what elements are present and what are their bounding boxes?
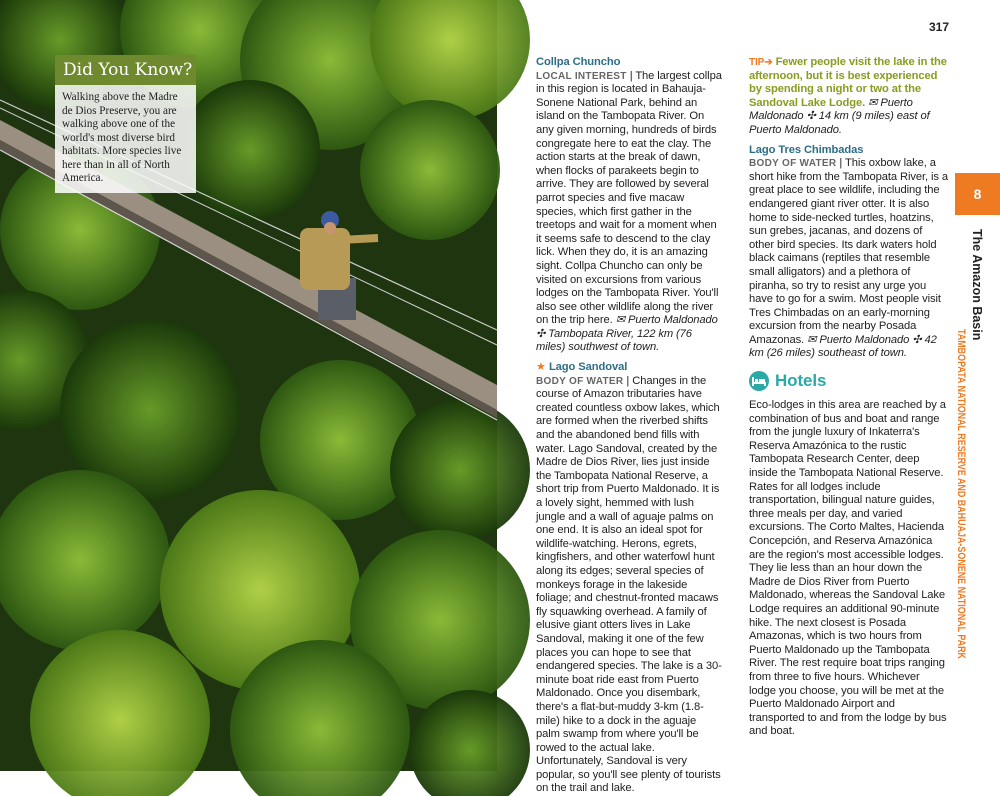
column-right: TIP➔ Fewer people visit the lake in the afternoon, but it is best experienced by spending a night or two at the Sandoval Lake Lodge. ✉ Puerto Maldonado ✣ 14 km (9 miles) east of Puerto Maldonado. Lago Tres Chimbadas BODY OF WATER | This oxbow lake, a short hike from the Tambopata River, is a great place to see wildlife, including the endangered giant river otter. It is also home to side-necked turtles, hoatzins, sun grebes, jacanas, and dozens of other bird species. Its dark waters hold black caimans (reptiles that resemble small alligators) and a plethora of piranha, so try to resist any urge you have to go for a swim. Most people visit Tres Chimbadas on an early-morning excursion from the nearby Posada Amazonas. ✉ Puerto Maldonado ✣ 42 km (26 miles) southeast of town. Hotels Eco-lodges in this area are reached by a combination of bus and boat and range from the jungle luxury of Inkaterra's Reserva Amazónica to the rustic Tambopata Research Center, deep inside the Tambopata National Reserve. Rates for all lodges include transportation, bilingual nature guides, three meals per day, and varied excursions. The Corto Maltes, Hacienda Concepción, and Reserva Amazónica are the region's most accessible lodges. They lie less than an hour down the Madre de Dios River from Puerto Maldonado, whereas the Sandoval Lake Lodge requires an additional 90-minute hike. The next closest is Posada Amazonas, which is two hours from Puerto Maldonado up the Tambopata River. The rest require boat trips ranging from three to five hours. Whichever lodge you choose, you will be met at the Puerto Maldonado Airport and transported to and from the lodge by bus and boat.	[749, 56, 949, 738]
column-left: Collpa Chuncho LOCAL INTEREST | The largest collpa in this region is located in Bahauja-Sonene National Park, behind an island on the Tambopata River. On any given morning, hundreds of birds congregate here to eat the clay. The action starts at the break of dawn, when flocks of parakeets begin to arrive. They are followed by several parrot species and five macaw species, which first gather in the treetops and wait for a moment when it seems safe to descend to the clay lick. When they do, it is an amazing sight. Collpa Chuncho can only be visited on excursions from various lodges on the Tambopata River. You'll also see other wildlife along the river on the trip here. ✉ Puerto Maldonado ✣ Tambopata River, 122 km (76 miles) southwest of town. ★ Lago Sandoval BODY OF WATER | Changes in the course of Amazon tributaries have created countless oxbow lakes, which are formed when the riverbed shifts and the abandoned bend fills with water. Lago Sandoval, created by the Madre de Dios River, lies just inside the Tambopata National Reserve, a short trip from Puerto Maldonado. It is a lovely sight, hemmed with lush jungle and a wall of aguaje palms on one end. It is also an ideal spot for wildlife-watching. Herons, egrets, kingfishers, and other waterfowl hunt along its edges; several species of monkeys forage in the lakeside foliage; and chestnut-fronted macaws fly squawking overhead. A family of elusive giant otters lives in Lake Sandoval, making it one of the few places you can hope to see that endangered species. The lake is a 30-minute boat ride east from Puerto Maldonado. Once you disembark, there's a flat-but-muddy 3-km (1.8-mile) hike to a dock in the aguaje palm swamp from where you'll be rowed to the actual lake. Unfortunately, Sandoval is very popular, so you'll see plenty of tourists on the trail and lake.	[536, 56, 722, 795]
did-you-know-text: Walking above the Madre de Dios Preserve, you are walking above one of the world's most diverse bird habitats. More species live here than in all of North America.	[62, 91, 182, 184]
hotels-heading	[749, 371, 949, 391]
entry-address-tres: ✉ Puerto Maldonado ✣ 42 km (26 miles) southeast of town.	[749, 333, 937, 360]
hotels-text: Eco-lodges in this area are reached by a combination of bus and boat and range from the jungle luxury of Inkaterra's Reserva Amazónica to the rustic Tambopata Research Center, deep inside the Tambopata National Reserve. Rates for all lodges include transportation, bilingual nature guides, three meals per day, and varied excursions. The Corto Maltes, Hacienda Concepción, and Reserva Amazónica are the region's most accessible lodges. They lie less than an hour down the Madre de Dios River from Puerto Maldonado, whereas the Sandoval Lake Lodge requires an additional 90-minute hike. The next closest is Posada Amazonas, which is two hours from Puerto Maldonado up the Tambopata River. The rest require boat trips ranging from three to five hours. Whichever lodge you choose, you will be met at the Puerto Maldonado Airport and transported to and from the lodge by bus and boat.	[749, 399, 947, 738]
tip-label: TIP➔	[749, 57, 773, 68]
entry-title-sandoval: Lago Sandoval	[548, 361, 628, 374]
entry-label-tres: BODY OF WATER	[749, 158, 837, 170]
did-you-know-box	[55, 55, 196, 193]
entry-text-collpa: The largest collpa in this region is located in Bahauja-Sonene National Park, behind an island on the Tambopata River. On any given morning, hundreds of birds congregate here to eat the clay. The action starts at the break of dawn, when flocks of parakeets begin to arrive. They are followed by several parrot species and five macaw species, which first gather in the treetops and wait for a moment when it seems safe to descend to the clay lick. When they do, it is an amazing sight. Collpa Chuncho can only be visited on excursions from various lodges on the Tambopata River. You'll also see other wildlife along the river on the trip here.	[536, 69, 722, 327]
tip-text: Fewer people visit the lake in the afternoon, but it is best experienced by spending a night or two at the Sandoval Lake Lodge.	[749, 56, 947, 109]
running-header	[955, 229, 1000, 729]
page-number: 317	[929, 20, 950, 34]
chapter-tab: 8	[955, 173, 1000, 215]
entry-title-collpa: Collpa Chuncho	[536, 56, 621, 68]
entry-label-sandoval: BODY OF WATER	[536, 375, 624, 387]
entry-text-sandoval: Changes in the course of Amazon tributaries have created countless oxbow lakes, which are formed when the riverbed shifts and the abandoned bend fills with water. Lago Sandoval, created by the Madre de Dios River, lies just inside the Tambopata National Reserve, a short trip from Puerto Maldonado. It is a lovely sight, hemmed with lush jungle and a wall of aguaje palms on one end. It is also an ideal spot for wildlife-watching. Herons, egrets, kingfishers, and other waterfowl hunt along its edges; several species of monkeys forage in the lakeside foliage; and chestnut-fronted macaws fly squawking overhead. A family of elusive giant otters lives in Lake Sandoval, making it one of the few places you can hope to see that endangered species. The lake is a 30-minute boat ride east from Puerto Maldonado. Once you disembark, there's a flat-but-muddy 3-km (1.8-mile) hike to a dock in the aguaje palm swamp from where you'll be rowed to the actual lake. Unfortunately, Sandoval is very popular, so you'll see plenty of tourists on the trail and lake.	[536, 374, 722, 795]
hotels-title: Hotels	[775, 371, 827, 391]
did-you-know-title: Did You Know?	[55, 55, 196, 85]
entry-label-collpa: LOCAL INTEREST	[536, 70, 627, 82]
entry-title-tres: Lago Tres Chimbadas	[749, 143, 864, 156]
entry-text-tres: This oxbow lake, a short hike from the Tambopata River, is a great place to see wildlife, including the endangered giant river otter. It is also home to side-necked turtles, hoatzins, sun grebes, jacanas, and dozens of other bird species. Its dark waters hold black caimans (reptiles that resemble small alligators) and a plethora of piranha, so try to resist any urge you have to go for a swim. Most people visit Tres Chimbadas on an early-morning excursion from the nearby Posada Amazonas.	[749, 157, 949, 346]
bed-icon	[749, 371, 769, 391]
entry-address-collpa: ✉ Puerto Maldonado ✣ Tambopata River, 122 km (76 miles) southwest of town.	[536, 314, 718, 354]
section-title: TAMBOPATA NATIONAL RESERVE AND BAHUAJA-SONENE NATIONAL PARK	[955, 329, 967, 729]
chapter-title: The Amazon Basin	[970, 229, 984, 341]
canopy-walkway-photo	[0, 0, 497, 771]
star-icon: ★	[536, 361, 546, 374]
entry-address-sandoval: ✉ Puerto Maldonado ✣ 14 km (9 miles) east of Puerto Maldonado.	[749, 96, 930, 136]
